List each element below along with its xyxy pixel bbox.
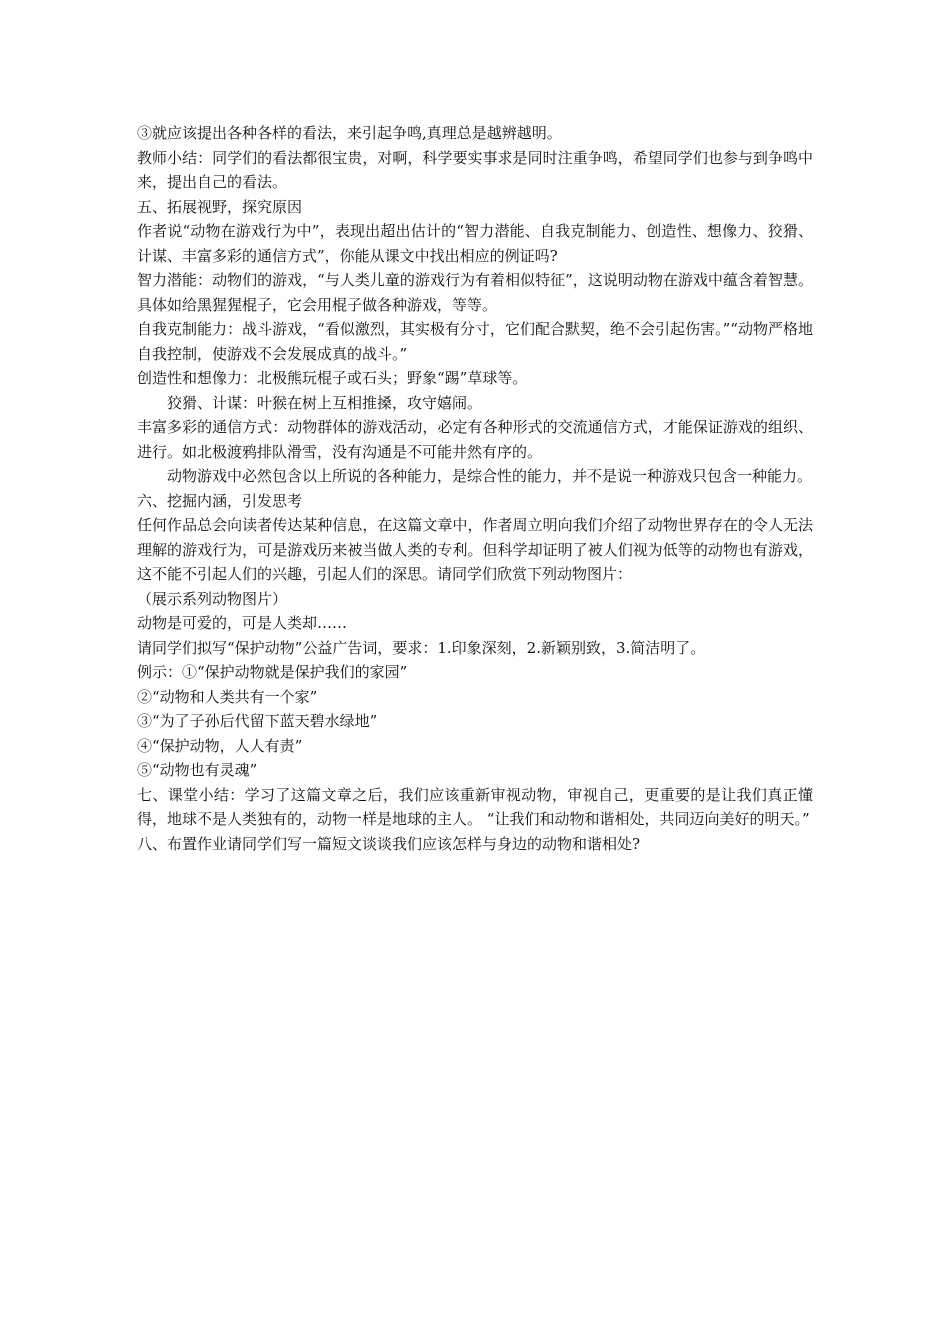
paragraph-author-says: 作者说“动物在游戏行为中”，表现出超出估计的“智力潜能、自我克制能力、创造性、想像力、狡猾、计谋、丰富多彩的通信方式”，你能从课文中找出相应的例证吗? (137, 222, 813, 265)
section-heading-8: 八、布置作业请同学们写一篇短文谈谈我们应该怎样与身边的动物和谐相处? (137, 834, 641, 853)
example-3: ③“为了子孙后代留下蓝天碧水绿地” (137, 712, 378, 730)
paragraph-comprehensive: 动物游戏中必然包含以上所说的各种能力，是综合性的能力，并不是说一种游戏只包含一种能力。 (167, 467, 813, 485)
section-heading-5: 五、拓展视野，探究原因 (137, 197, 303, 216)
paragraph-creativity: 创造性和想像力：北极熊玩棍子或石头；野象“踢”草球等。 (137, 369, 528, 387)
paragraph-intelligence: 智力潜能：动物们的游戏，“与人类儿童的游戏行为有着相似特征”，这说明动物在游戏中蕴含着智慧。具体如给黑猩猩棍子，它会用棍子做各种游戏，等等。 (137, 271, 813, 314)
paragraph-communication: 丰富多彩的通信方式：动物群体的游戏活动，必定有各种形式的交流通信方式，才能保证游戏的组织、进行。如北极渡鸦排队滑雪，没有沟通是不可能井然有序的。 (137, 418, 813, 461)
section-heading-7: 七、课堂小结：学习了这篇文章之后，我们应该重新审视动物，审视自己，更重要的是让我们真正懂得，地球不是人类独有的，动物一样是地球的主人。 “让我们和动物和谐相处，共同迈向美好的明天。” (137, 785, 813, 828)
document-body (137, 121, 813, 856)
example-2: ②“动物和人类共有一个家” (137, 687, 318, 706)
paragraph-show-pictures: （展示系列动物图片） (137, 589, 288, 608)
paragraph-debate-view: ③就应该提出各种各样的看法，来引起争鸣,真理总是越辨越明。 (137, 124, 562, 142)
paragraph-teacher-summary: 教师小结：同学们的看法都很宝贵，对啊，科学要实事求是同时注重争鸣，希望同学们也参与到争鸣中来，提出自己的看法。 (137, 148, 813, 191)
example-5: ⑤“动物也有灵魂” (137, 761, 258, 779)
section-heading-6: 六、挖掘内涵，引发思考 (137, 491, 303, 510)
paragraph-self-control: 自我克制能力：战斗游戏，“看似激烈，其实极有分寸，它们配合默契，绝不会引起伤害。”“动物严格地自我控制，使游戏不会发展成真的战斗。” (137, 320, 813, 363)
paragraph-animals-lovely: 动物是可爱的，可是人类却…… (137, 614, 348, 632)
example-1: 例示：①“保护动物就是保护我们的家园” (137, 663, 408, 681)
paragraph-slogan-task: 请同学们拟写“保护动物”公益广告词，要求：1.印象深刻，2.新颖别致，3.简洁明了。 (137, 638, 706, 657)
paragraph-cunning: 狡猾、计谋：叶猴在树上互相推搡，攻守嬉闹。 (167, 393, 483, 412)
example-4: ④“保护动物，人人有责” (137, 736, 303, 755)
paragraph-any-work: 任何作品总会向读者传达某种信息，在这篇文章中，作者周立明向我们介绍了动物世界存在的令人无法理解的游戏行为，可是游戏历来被当做人类的专利。但科学却证明了被人们视为低等的动物也有游戏，这不能不引起人们的兴趣，引起人们的深思。请同学们欣赏下列动物图片： (137, 516, 813, 583)
